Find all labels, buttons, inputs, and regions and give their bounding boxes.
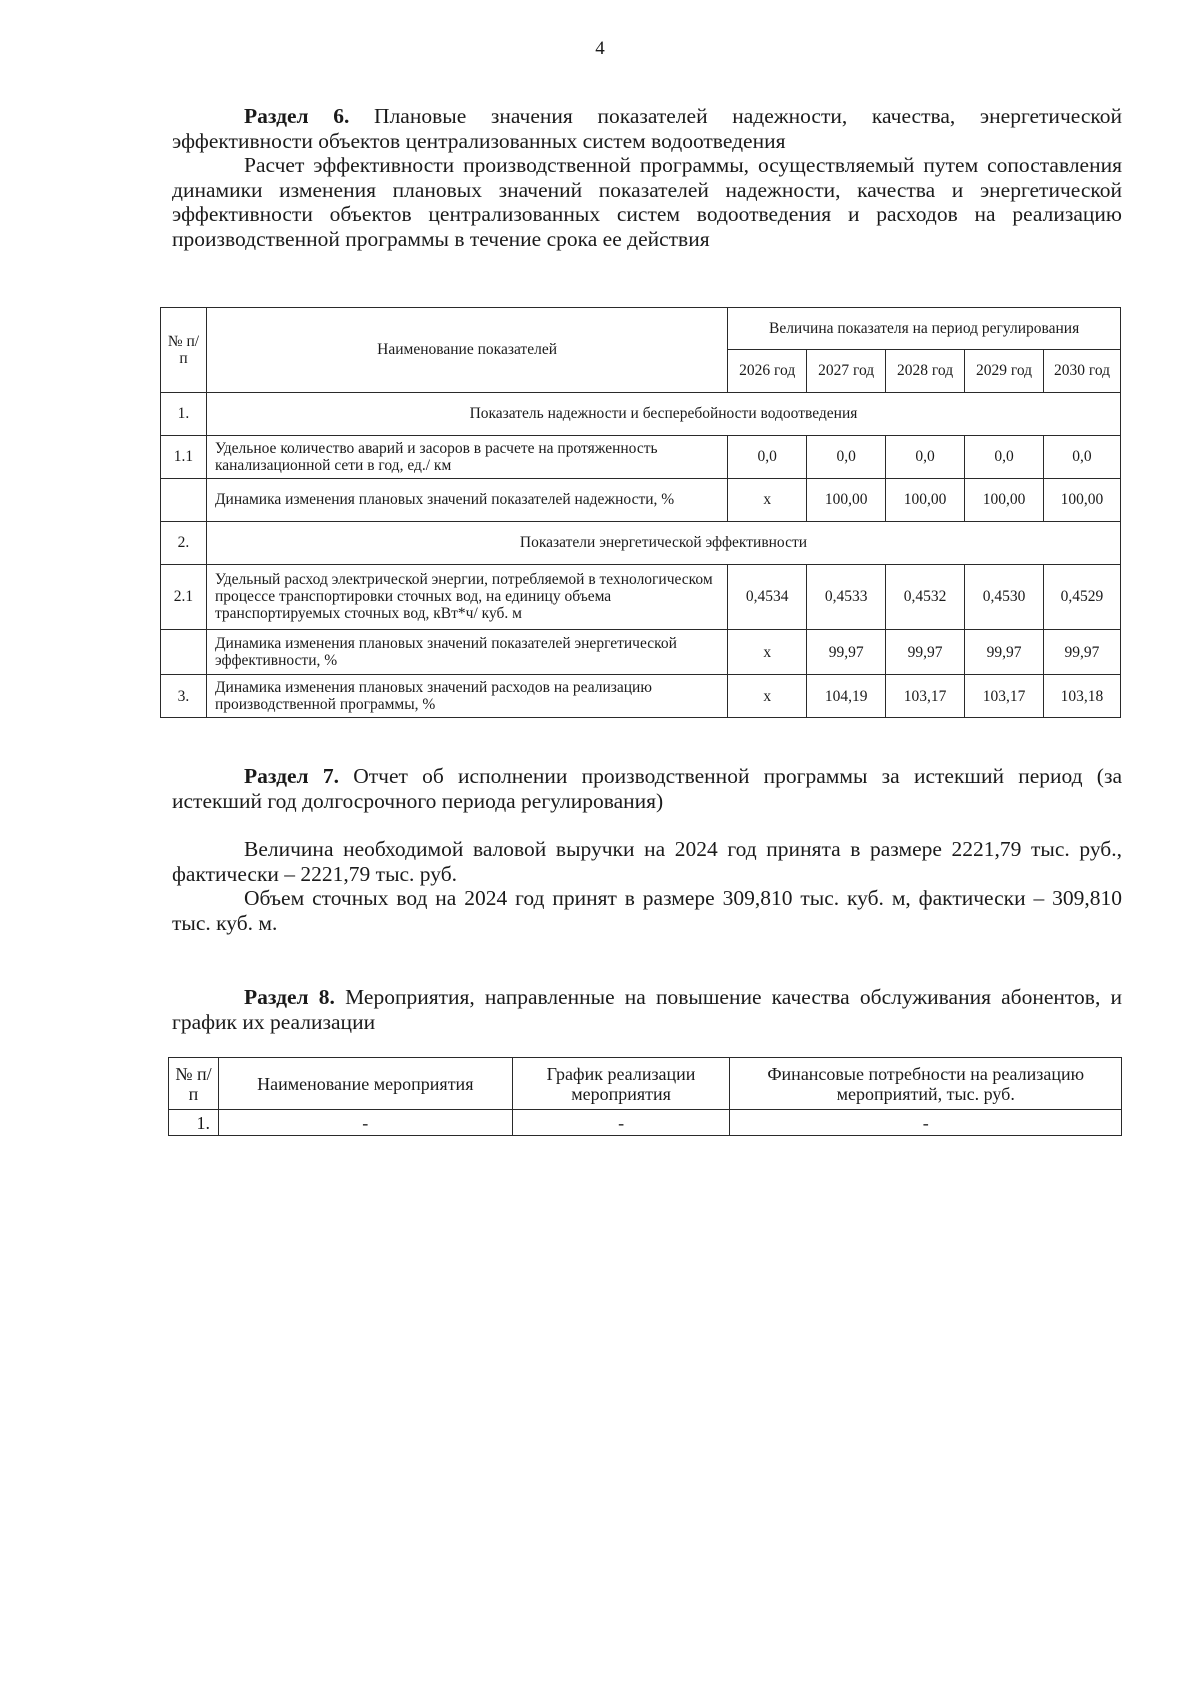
table-header-row bbox=[169, 1058, 1122, 1110]
value-cell: х bbox=[728, 675, 807, 718]
row-num bbox=[161, 630, 207, 675]
measure-finance: - bbox=[730, 1110, 1122, 1136]
value-cell: 0,0 bbox=[728, 435, 807, 478]
indicator-name: Динамика изменения плановых значений показателей энергетической эффективности, % bbox=[206, 630, 727, 675]
section-6 bbox=[172, 104, 1122, 251]
section-7-label: Раздел 7. bbox=[244, 764, 339, 788]
col-name-header: Наименование мероприятия bbox=[218, 1058, 512, 1110]
col-group-header: Величина показателя на период регулирования bbox=[728, 308, 1121, 350]
year-header: 2028 год bbox=[886, 349, 965, 392]
value-cell: 0,0 bbox=[1043, 435, 1120, 478]
value-cell: 100,00 bbox=[807, 478, 886, 521]
year-header: 2027 год bbox=[807, 349, 886, 392]
section-7-paragraph-1: Величина необходимой валовой выручки на 2024 год принята в размере 2221,79 тыс. руб., фактически – 2221,79 тыс. руб. bbox=[172, 837, 1122, 886]
row-num: 3. bbox=[161, 675, 207, 718]
value-cell: 103,18 bbox=[1043, 675, 1120, 718]
measures-table bbox=[168, 1057, 1122, 1136]
value-cell: 99,97 bbox=[1043, 630, 1120, 675]
section-7-paragraph-2: Объем сточных вод на 2024 год принят в размере 309,810 тыс. куб. м, фактически – 309,810 тыс. куб. м. bbox=[172, 886, 1122, 935]
value-cell: 0,4529 bbox=[1043, 564, 1120, 629]
value-cell: 0,4532 bbox=[886, 564, 965, 629]
indicator-name: Динамика изменения плановых значений расходов на реализацию производственной программы, % bbox=[206, 675, 727, 718]
section-6-label: Раздел 6. bbox=[244, 104, 350, 128]
row-num bbox=[161, 478, 207, 521]
group-title: Показатель надежности и бесперебойности водоотведения bbox=[206, 392, 1120, 435]
table-row bbox=[161, 675, 1121, 718]
section-8 bbox=[172, 985, 1122, 1034]
row-num: 1. bbox=[169, 1110, 219, 1136]
row-num: 1. bbox=[161, 392, 207, 435]
group-title: Показатели энергетической эффективности bbox=[206, 521, 1120, 564]
value-cell: 103,17 bbox=[965, 675, 1044, 718]
value-cell: 0,4530 bbox=[965, 564, 1044, 629]
measure-schedule: - bbox=[512, 1110, 730, 1136]
row-num: 1.1 bbox=[161, 435, 207, 478]
col-name-header: Наименование показателей bbox=[206, 308, 727, 393]
section-7-title: Отчет об исполнении производственной программы за истекший период (за истекший год долгосрочного периода регулирования) bbox=[172, 764, 1122, 813]
value-cell: 99,97 bbox=[807, 630, 886, 675]
indicators-table bbox=[160, 307, 1121, 718]
value-cell: 100,00 bbox=[1043, 478, 1120, 521]
measure-name: - bbox=[218, 1110, 512, 1136]
section-6-title: Плановые значения показателей надежности, качества, энергетической эффективности объектов централизованных систем водоотведения bbox=[172, 104, 1122, 153]
section-8-title: Мероприятия, направленные на повышение качества обслуживания абонентов, и график их реализации bbox=[172, 985, 1122, 1034]
section-8-label: Раздел 8. bbox=[244, 985, 335, 1009]
value-cell: 0,4533 bbox=[807, 564, 886, 629]
value-cell: 0,4534 bbox=[728, 564, 807, 629]
year-header: 2029 год bbox=[965, 349, 1044, 392]
section-7 bbox=[172, 764, 1122, 935]
indicator-name: Удельное количество аварий и засоров в расчете на протяженность канализационной сети в год, ед./ км bbox=[206, 435, 727, 478]
value-cell: х bbox=[728, 478, 807, 521]
section-7-heading bbox=[172, 764, 1122, 813]
table-row bbox=[161, 521, 1121, 564]
col-num-header: № п/п bbox=[169, 1058, 219, 1110]
col-num-header: № п/ п bbox=[161, 308, 207, 393]
value-cell: 0,0 bbox=[886, 435, 965, 478]
value-cell: 100,00 bbox=[965, 478, 1044, 521]
value-cell: х bbox=[728, 630, 807, 675]
value-cell: 100,00 bbox=[886, 478, 965, 521]
table-row bbox=[161, 564, 1121, 629]
col-finance-header: Финансовые потребности на реализацию мероприятий, тыс. руб. bbox=[730, 1058, 1122, 1110]
year-header: 2026 год bbox=[728, 349, 807, 392]
table-row bbox=[161, 630, 1121, 675]
value-cell: 99,97 bbox=[886, 630, 965, 675]
indicator-name: Удельный расход электрической энергии, потребляемой в технологическом процессе транспортировки сточных вод, на единицу объема транспортируемых сточных вод, кВт*ч/ куб. м bbox=[206, 564, 727, 629]
value-cell: 0,0 bbox=[965, 435, 1044, 478]
table-row bbox=[161, 435, 1121, 478]
value-cell: 104,19 bbox=[807, 675, 886, 718]
value-cell: 103,17 bbox=[886, 675, 965, 718]
year-header: 2030 год bbox=[1043, 349, 1120, 392]
value-cell: 0,0 bbox=[807, 435, 886, 478]
indicator-name: Динамика изменения плановых значений показателей надежности, % bbox=[206, 478, 727, 521]
table-row bbox=[161, 392, 1121, 435]
page-number: 4 bbox=[595, 38, 605, 59]
table-row bbox=[169, 1110, 1122, 1136]
section-8-heading bbox=[172, 985, 1122, 1034]
section-6-paragraph: Расчет эффективности производственной программы, осуществляемый путем сопоставления динамики изменения плановых значений показателей надежности, качества и энергетической эффективности объектов централизованных систем водоотведения и расходов на реализацию производственной программы в течение срока ее действия bbox=[172, 153, 1122, 251]
col-schedule-header: График реализации мероприятия bbox=[512, 1058, 730, 1110]
row-num: 2.1 bbox=[161, 564, 207, 629]
value-cell: 99,97 bbox=[965, 630, 1044, 675]
table-header-row bbox=[161, 308, 1121, 350]
table-row bbox=[161, 478, 1121, 521]
section-6-heading bbox=[172, 104, 1122, 153]
row-num: 2. bbox=[161, 521, 207, 564]
